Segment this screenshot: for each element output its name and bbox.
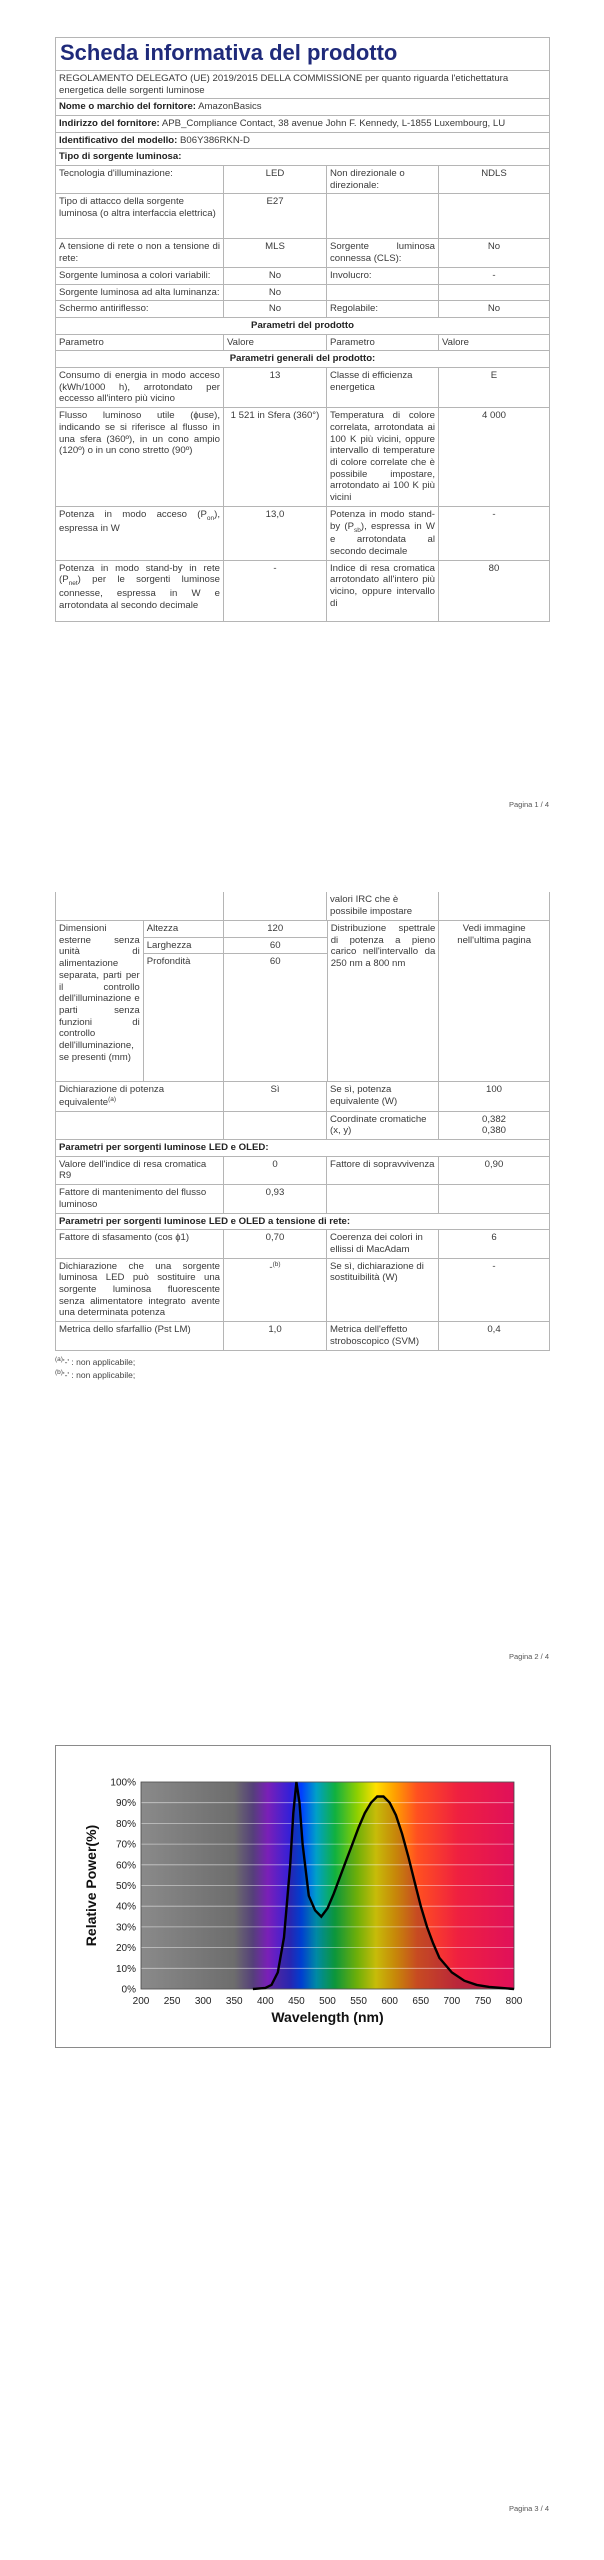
- net-standby-label: [56, 561, 224, 621]
- general-heading: Parametri generali del prodotto:: [229, 353, 376, 365]
- led-heading: Parametri per sorgenti luminose LED e OLED:: [59, 1142, 269, 1153]
- equiv-decl-value: Sì: [224, 1082, 327, 1111]
- on-power-label-text: Potenza in modo acceso (P: [59, 508, 207, 520]
- x-tick-label: 800: [505, 1996, 523, 2007]
- flicker-row: [56, 1322, 549, 1350]
- equiv-power-label: Se sì, potenza equivalente (W): [327, 1082, 439, 1111]
- x-tick-label: 400: [256, 1996, 274, 2007]
- source-label: Non direzionale o direzionale:: [327, 166, 439, 193]
- page-number: Pagina 3 / 4: [508, 2504, 549, 2513]
- x-tick-label: 600: [381, 1996, 399, 2007]
- phase-row: [56, 1230, 549, 1258]
- supplier-name-row: [56, 99, 549, 116]
- y-tick-label: 40%: [115, 1901, 136, 1913]
- chroma-row: [56, 1112, 549, 1140]
- flicker-value: 1,0: [224, 1322, 327, 1349]
- footnote-a-mark: (a): [55, 1355, 63, 1363]
- net-standby-label-text: Potenza in modo stand-by in rete (P: [59, 562, 220, 586]
- x-tick-label: 700: [443, 1996, 461, 2007]
- source-row: [56, 239, 549, 267]
- source-value: No: [224, 285, 327, 301]
- survival-label: Fattore di sopravvivenza: [327, 1157, 439, 1184]
- page-number: Pagina 1 / 4: [508, 800, 549, 809]
- y-tick-label: 30%: [115, 1922, 136, 1934]
- macadam-value: 6: [491, 1232, 497, 1244]
- equiv-power-value: 100: [485, 1084, 502, 1095]
- y-tick-label: 90%: [115, 1798, 136, 1810]
- equiv-decl-label-text: Dichiarazione di potenza equivalente: [59, 1084, 165, 1108]
- source-value: [439, 194, 549, 238]
- replace-value-text: -: [269, 1261, 273, 1273]
- supplier-address-row: [56, 116, 549, 133]
- x-tick-label: 650: [412, 1996, 430, 2007]
- net-standby-subscript: net: [68, 580, 78, 588]
- source-label: Tipo di attacco della sorgente luminosa (o altra interfaccia elettrica): [56, 194, 224, 238]
- column-header-value: Valore: [442, 336, 470, 348]
- source-value: No: [224, 301, 327, 317]
- spectral-chart-svg: [56, 1746, 550, 2047]
- model-id: B06Y386RKN-D: [180, 134, 250, 146]
- width-label: Larghezza: [144, 938, 224, 954]
- page-number: Pagina 2 / 4: [508, 1652, 549, 1661]
- source-row: [56, 301, 549, 318]
- footnote-a-text: '-' : non applicabile;: [62, 1356, 136, 1367]
- replace-label: Dichiarazione che una sorgente luminosa LED può sostituire una sorgente luminosa fluorescente senza alimentatore integrato avente una determinata potenza: [56, 1259, 224, 1322]
- general-heading-row: [56, 351, 549, 368]
- footnote-a: [55, 1355, 550, 1369]
- source-label: Tecnologia d'illuminazione:: [56, 166, 224, 193]
- y-tick-label: 70%: [115, 1839, 136, 1851]
- r9-label: Valore dell'indice di resa cromatica R9: [56, 1157, 224, 1184]
- source-label: Sorgente luminosa connessa (CLS):: [327, 239, 439, 266]
- blank-cell: [56, 892, 224, 920]
- column-header-param: Parametro: [56, 335, 224, 351]
- phase-value: 0,70: [224, 1230, 327, 1257]
- dimensions-label: Dimensioni esterne senza unità di alimentazione separata, parti per il controllo dell'illuminazione e parti senza funzioni di controllo dell'illuminazione, se presenti (mm): [56, 921, 144, 1081]
- source-label: Regolabile:: [327, 301, 439, 317]
- x-axis-label: Wavelength (nm): [271, 2009, 384, 2025]
- equiv-decl-label: [56, 1082, 224, 1111]
- y-tick-label: 80%: [115, 1818, 136, 1830]
- supplier-address: APB_Compliance Contact, 38 avenue John F. Kennedy, L-1855 Luxembourg, LU: [161, 117, 506, 129]
- y-tick-label: 50%: [115, 1881, 136, 1892]
- supplier-address-label: Indirizzo del fornitore:: [59, 117, 160, 129]
- cct-value: 4 000: [481, 410, 506, 422]
- led-mains-heading: Parametri per sorgenti luminose LED e OLED a tensione di rete:: [59, 1215, 351, 1227]
- blank-cell: [439, 892, 549, 920]
- dimensions-row: [56, 921, 549, 1082]
- model-row: [56, 133, 549, 150]
- source-value: E27: [224, 194, 327, 238]
- maintenance-value: 0,93: [224, 1185, 327, 1212]
- standby-label: [327, 507, 439, 560]
- source-label: Sorgente luminosa a colori variabili:: [56, 268, 224, 284]
- chroma-x: 0,382: [481, 1113, 506, 1125]
- phase-label: Fattore di sfasamento (cos ɸ1): [56, 1230, 224, 1257]
- footnote-b-text: '-' : non applicabile;: [62, 1369, 136, 1380]
- supplier-name: AmazonBasics: [198, 101, 262, 113]
- source-row: [56, 166, 549, 194]
- macadam-label: Coerenza dei colori in ellissi di MacAdam: [327, 1230, 439, 1257]
- cri-value: 80: [488, 562, 500, 574]
- standby-value: -: [492, 508, 496, 520]
- height-row: [144, 921, 327, 938]
- column-header-param: Parametro: [327, 335, 439, 351]
- flux-row: [56, 408, 549, 507]
- replacement-row: [56, 1259, 549, 1323]
- equivalent-power-row: [56, 1082, 549, 1112]
- chroma-y: 0,380: [481, 1125, 506, 1137]
- energy-consumption-value: 13: [224, 368, 327, 407]
- y-tick-label: 10%: [115, 1963, 136, 1975]
- x-tick-label: 750: [474, 1996, 492, 2007]
- source-row: [56, 268, 549, 285]
- energy-row: [56, 368, 549, 408]
- product-sheet-part-2: [55, 892, 550, 1382]
- source-row: [56, 285, 549, 302]
- dimensions-values: [144, 921, 328, 1081]
- footnote-b: [55, 1368, 550, 1382]
- cri-continued-row: [56, 892, 549, 921]
- source-type-heading: Tipo di sorgente luminosa:: [59, 151, 182, 163]
- blank-cell: [327, 1185, 439, 1212]
- y-tick-label: 0%: [121, 1984, 136, 1996]
- page-1: [0, 0, 604, 852]
- regulation-row: [56, 71, 549, 99]
- source-value: No: [487, 303, 501, 315]
- standby-label-tail: ), espressa in W e arrotondata al secondo decimale: [330, 520, 435, 558]
- supplier-name-label: Nome o marchio del fornitore:: [59, 101, 196, 113]
- strobo-label: Metrica dell'effetto stroboscopico (SVM): [327, 1322, 439, 1349]
- maintenance-row: [56, 1185, 549, 1213]
- column-header-value: Valore: [224, 335, 327, 351]
- page-2: [0, 852, 604, 1704]
- source-label: Involucro:: [327, 268, 439, 284]
- source-label: Sorgente luminosa ad alta luminanza:: [56, 285, 224, 301]
- flux-value: 1 521 in Sfera (360°): [224, 408, 327, 506]
- column-header-row: [56, 335, 549, 352]
- x-tick-label: 250: [163, 1996, 181, 2007]
- replace-value: [224, 1259, 327, 1322]
- model-label: Identificativo del modello:: [59, 134, 178, 146]
- net-standby-value: -: [224, 561, 327, 621]
- flicker-label: Metrica dello sfarfallio (Pst LM): [56, 1322, 224, 1349]
- product-params-heading: Parametri del prodotto: [251, 319, 354, 331]
- replace-footnote-mark: (b): [272, 1260, 281, 1268]
- spectral-value: Vedi immagine nell'ultima pagina: [457, 923, 532, 946]
- x-tick-label: 550: [350, 1996, 367, 2007]
- chroma-value: [439, 1112, 549, 1139]
- r9-row: [56, 1157, 549, 1185]
- blank-cell: [56, 1112, 224, 1139]
- regulation-text: REGOLAMENTO DELEGATO (UE) 2019/2015 DELLA COMMISSIONE per quanto riguarda l'etichettatura energetica delle sorgenti luminose: [59, 72, 509, 96]
- page-title: Scheda informativa del prodotto: [60, 40, 398, 65]
- source-value: MLS: [224, 239, 327, 266]
- footnote-b-mark: (b): [55, 1369, 63, 1377]
- height-value: 120: [267, 923, 284, 934]
- width-row: [144, 938, 327, 955]
- blank-cell: [439, 1185, 549, 1212]
- cct-label: Temperatura di colore correlata, arrotondata ai 100 K più vicini, oppure intervallo di temperature di colore correlate che è possibile impostare, arrotondato ai 100 K più vicini: [327, 408, 439, 506]
- y-tick-label: 60%: [115, 1860, 136, 1872]
- spectral-chart: [55, 1745, 551, 2048]
- source-value: NDLS: [481, 168, 507, 180]
- source-label: Schermo antiriflesso:: [56, 301, 224, 317]
- y-axis-label: Relative Power(%): [83, 1824, 99, 1947]
- depth-label: Profondità: [144, 954, 224, 1081]
- x-tick-label: 350: [225, 1996, 243, 2007]
- source-type-heading-row: [56, 149, 549, 166]
- source-value: LED: [224, 166, 327, 193]
- on-power-value: 13,0: [224, 507, 327, 560]
- title-row: [56, 38, 549, 71]
- standby-subscript: sb: [354, 526, 361, 534]
- maintenance-label: Fattore di mantenimento del flusso luminoso: [56, 1185, 224, 1212]
- on-power-subscript: on: [206, 514, 215, 522]
- product-params-heading-row: [56, 318, 549, 335]
- blank-cell: [224, 892, 327, 920]
- source-value: No: [224, 268, 327, 284]
- product-sheet-part-1: [55, 37, 550, 622]
- r9-value: 0: [224, 1157, 327, 1184]
- cri-label: Indice di resa cromatica arrotondato all'intero più vicino, oppure intervallo di: [327, 561, 439, 621]
- x-tick-label: 450: [288, 1996, 305, 2007]
- footnotes: [55, 1355, 550, 1382]
- y-tick-label: 20%: [115, 1943, 136, 1955]
- source-label: [327, 285, 439, 301]
- x-tick-label: 500: [319, 1996, 336, 2007]
- net-standby-row: [56, 561, 549, 622]
- energy-consumption-label: Consumo di energia in modo acceso (kWh/1000 h), arrotondato per eccesso all'intero più vicino: [56, 368, 224, 407]
- flux-label: Flusso luminoso utile (ɸuse), indicando se si riferisce al flusso in una sfera (360º), in un cono ampio (120º) o in un cono stretto (90º): [56, 408, 224, 506]
- source-label: [327, 194, 439, 238]
- replace-power-value: -: [492, 1260, 496, 1272]
- on-power-label-tail: ), espressa in W: [59, 508, 220, 534]
- equiv-decl-footnote-mark: (a): [108, 1095, 117, 1103]
- survival-value: 0,90: [484, 1158, 504, 1170]
- on-power-label: [56, 507, 224, 560]
- source-row: [56, 194, 549, 239]
- chroma-label: Coordinate cromatiche (x, y): [327, 1112, 439, 1139]
- source-value: -: [492, 269, 496, 281]
- replace-power-label: Se sì, dichiarazione di sostituibilità (W): [327, 1259, 439, 1322]
- blank-cell: [224, 1112, 327, 1139]
- led-mains-heading-row: [56, 1214, 549, 1231]
- depth-value: 60: [269, 956, 281, 968]
- net-standby-label-tail: ) per le sorgenti luminose connesse, espressa in W e arrotondata al secondo decimale: [59, 574, 220, 611]
- led-heading-row: [56, 1140, 549, 1157]
- y-tick-label: 100%: [110, 1777, 136, 1789]
- spectral-label: Distribuzione spettrale di potenza a pieno carico nell'intervallo da 250 nm a 800 nm: [328, 921, 440, 1081]
- efficiency-class-value: E: [490, 370, 498, 382]
- depth-row: [144, 954, 327, 1081]
- source-value: [439, 285, 549, 301]
- strobo-value: 0,4: [487, 1324, 501, 1336]
- efficiency-class-label: Classe di efficienza energetica: [327, 368, 439, 407]
- cri-label-continued: valori IRC che è possibile impostare: [327, 892, 439, 920]
- height-label: Altezza: [144, 921, 224, 937]
- x-tick-label: 200: [132, 1996, 150, 2007]
- source-label: A tensione di rete o non a tensione di rete:: [56, 239, 224, 266]
- width-value: 60: [269, 939, 281, 951]
- source-value: No: [487, 241, 501, 253]
- power-row: [56, 507, 549, 561]
- x-tick-label: 300: [194, 1996, 212, 2007]
- standby-label-text: Potenza in modo stand-by (P: [330, 508, 435, 532]
